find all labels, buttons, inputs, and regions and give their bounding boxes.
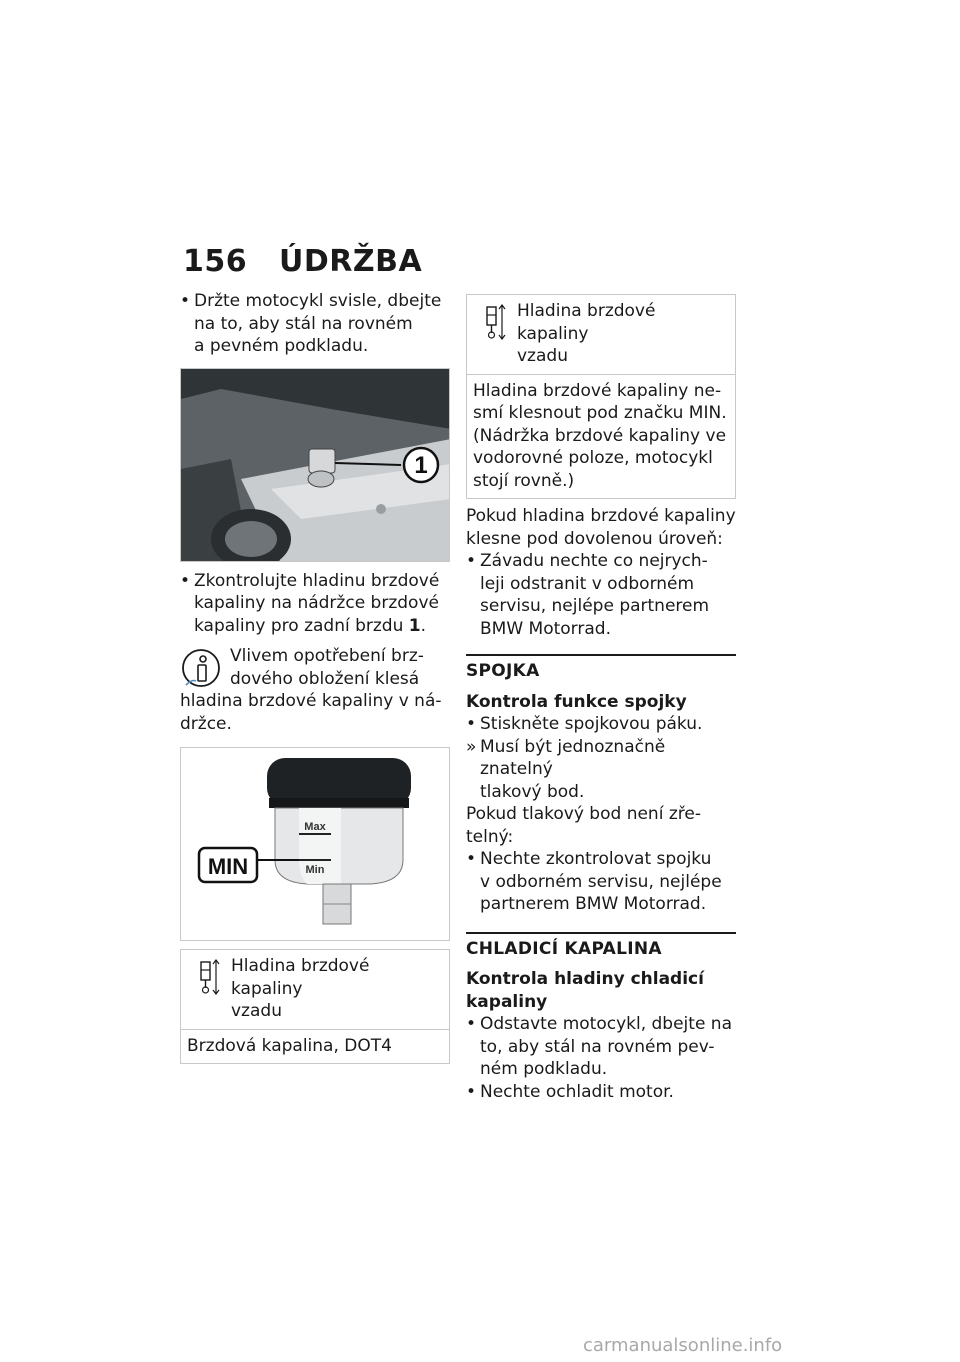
info-icon [180, 647, 222, 696]
page-header [183, 244, 422, 279]
spec-box-min-level: Hladina brzdové kapaliny vzadu Hladina brzdové kapaliny ne- smí klesnout pod značku MIN. (Nádržka brzdové kapaliny ve vodorovné poloze, motocykl stojí rovně.) [466, 294, 736, 499]
bullet-have-clutch-checked: • Nechte zkontrolovat spojku v odborném servisu, nejlépe partnerem BMW Motorrad. [466, 849, 722, 914]
ref-callout-1: 1 [408, 615, 421, 636]
subsection-title-coolant-check: Kontrola hladiny chladicí kapaliny [466, 969, 704, 1012]
chapter-title: ÚDRŽBA [279, 244, 423, 279]
bullet-park-motorcycle: • Odstavte motocykl, dbejte na to, aby stál na rovném pev- ném podkladu. [466, 1014, 732, 1079]
paragraph-low-level: Pokud hladina brzdové kapaliny klesne pod dovolenou úroveň: [466, 506, 736, 549]
bullet-cool-engine: • Nechte ochladit motor. [466, 1081, 674, 1102]
bullet-press-lever: • Stiskněte spojkovou páku. [466, 714, 703, 734]
watermark: carmanualsonline.info [583, 1335, 783, 1356]
info-note: Vlivem opotřebení brz- dového obložení klesá hladina brzdové kapaliny v ná- držce. [180, 646, 442, 734]
fluid-level-icon [199, 958, 221, 1003]
page-number: 156 [183, 244, 248, 279]
max-mark: Max [304, 821, 326, 833]
bullet-fix-fault: • Závadu nechte co nejrych- leji odstranit v odborném servisu, nejlépe partnerem BMW Motorrad. [466, 551, 710, 639]
reservoir-location-illustration [181, 369, 450, 562]
spec-box-brake-fluid: Hladina brzdové kapaliny vzadu Brzdová kapalina, DOT4 [180, 949, 450, 1064]
min-callout: MIN [207, 854, 249, 879]
left-column [180, 290, 450, 1064]
section-divider [466, 654, 736, 656]
subsection-title-clutch-check: Kontrola funkce spojky [466, 691, 687, 712]
rear-brake-reservoir-photo [180, 368, 450, 562]
section-divider [466, 932, 736, 934]
bullet-check-level: • Zkontrolujte hladinu brzdové kapaliny na nádržce brzdové kapaliny pro zadní brzdu 1. [180, 570, 440, 636]
bullet-hold-upright: • Držte motocykl svisle, dbejte na to, aby stál na rovném a pevném podkladu. [180, 291, 442, 356]
min-mark: Min [305, 864, 325, 876]
fluid-level-icon [485, 303, 507, 348]
reservoir-level-illustration [180, 747, 450, 941]
right-column [466, 294, 736, 1103]
callout-1: 1 [414, 451, 428, 479]
paragraph-no-pressure-point: Pokud tlakový bod není zře- telný: [466, 804, 701, 847]
section-title-coolant: CHLADICÍ KAPALINA [466, 938, 662, 959]
section-title-clutch: SPOJKA [466, 661, 540, 681]
result-pressure-point: » Musí být jednoznačně znatelný tlakový bod. [466, 736, 666, 802]
